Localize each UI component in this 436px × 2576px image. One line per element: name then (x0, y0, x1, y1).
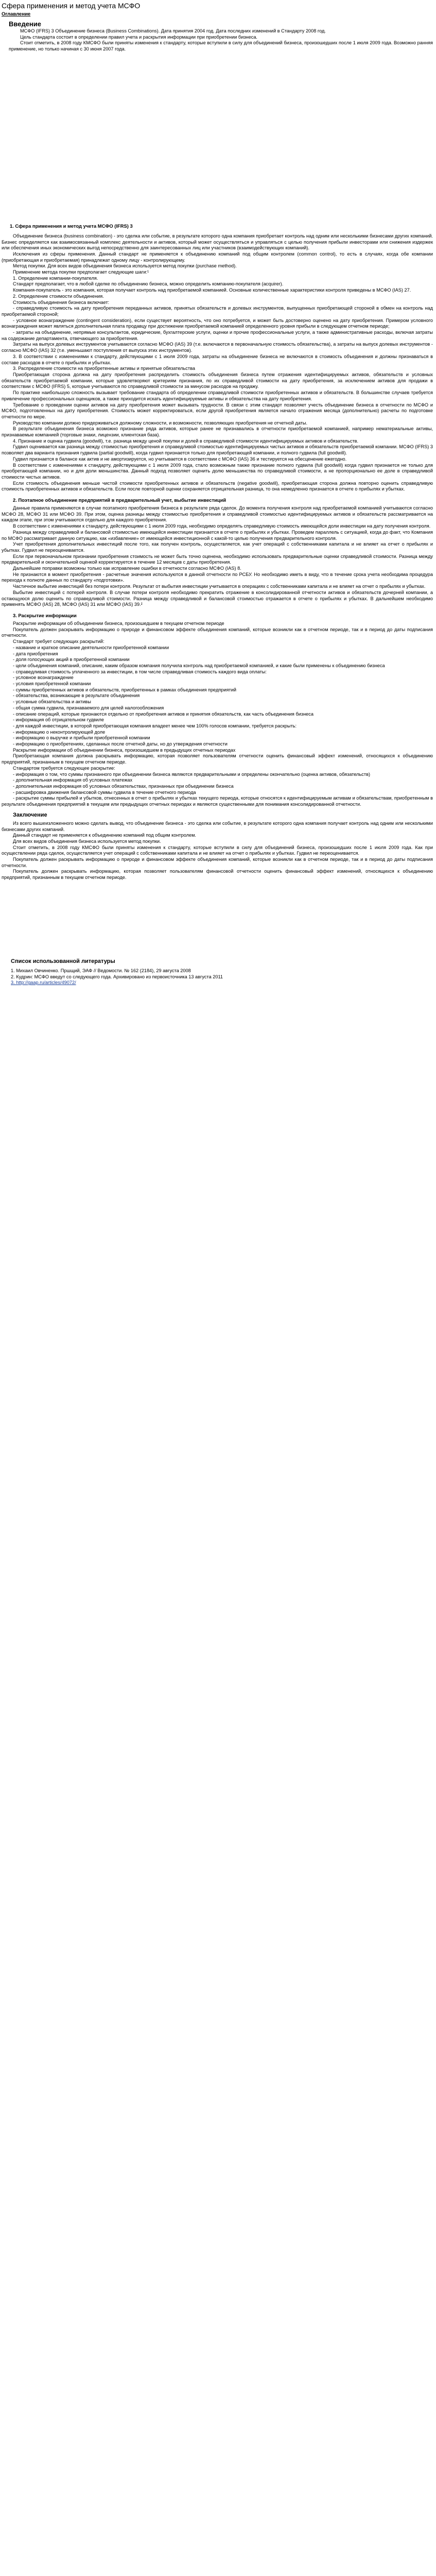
paragraph: Стандарт предполагает, что в любой сделке по объединению бизнеса, можно определить компанию-покупателя (acquirer). (13, 281, 284, 287)
section-3 (2, 612, 433, 808)
paragraph: Данные правила применяются в случае поэтапного приобретения бизнеса в результате ряда сделок. До момента получения контроля над приобретаемой компанией учитываются согласно МСФО 28, МСФО 31 или МСФО 39. При этом, оценка разницы между стоимостью приобретения и справедливой стоимостью идентифицируемых активов и обязательств рассматривается на каждом этапе, при этом учитываются отдельно для каждого приобретения. (2, 505, 433, 523)
paragraph: Данный стандарт не применяется к объединению компаний под общим контролем. (13, 833, 196, 838)
references-heading: Список использованной литературы (11, 958, 115, 964)
paragraph: Покупатель должен раскрывать информацию, которая позволяет пользователям финансовой отчетности оценить финансовый эффект изменений, относящихся к объединению предприятий, признанным в текущем отчетном периоде. (2, 869, 433, 880)
paragraph: - цели объединения компаний, описание, каким образом компания получила контроль над приобретаемой компанией, и какие были применены к объединению бизнеса (13, 663, 385, 668)
section-3-body (2, 621, 433, 808)
reference-item: 2. Кудрин: МСФО введут со следующего года. Архивировано из первоисточника 13 августа 2011 (11, 974, 223, 979)
table-of-contents-label: Оглавление (2, 11, 31, 17)
paragraph: Частичное выбытие инвестиций без потери контроля. Результат от выбытия инвестиции учитывается в операциях с собственниками капитала и не влияет на отчет о прибылях и убытках. (13, 584, 426, 589)
paragraph: - описание операций, которые признаются отдельно от приобретения активов и принятия обязательств, как часть объединения бизнеса (13, 711, 313, 717)
paragraph: Приобретающая компания должна раскрывать информацию, которая позволяет пользователям отчетности оценить финансовый эффект изменений, относящихся к объединению предприятий, признанным в текущем отчетном периоде. (2, 753, 433, 765)
paragraph: - условное вознаграждение (contingent consideration), если существует вероятность, что оно потребуется, и может быть достоверно оценено на дату приобретения. Примером условного вознаграждения может являться дополнительная плата продавцу при достижении приобретаемой компанией определенного уровня прибыли в следующем отчетном периоде; (2, 317, 433, 329)
section-1-heading: 1. Сфера применения и метод учета МСФО (IFRS) 3 (10, 223, 133, 229)
paragraph: Раскрытие информации об объединении бизнеса, произошедшем в текущем отчетном периоде (13, 621, 224, 626)
paragraph: - расшифровка движения балансовой суммы гудвила в течение отчетного периода (13, 789, 196, 795)
paragraph: Покупатель должен раскрывать информацию о природе и финансовом эффекте объединения компаний, которые возникли как в отчетном периоде, так и в период до даты подписания отчетности. (2, 857, 433, 868)
paragraph: - справедливая стоимость уплаченного за инвестиции, в том числе справедливая стоимость каждого вида оплаты: (13, 669, 267, 674)
paragraph: Компания-покупатель - это компания, которая получает контроль над приобретаемой компанией. Основные количественные характеристики контроля приведены в МСФО (IAS) 27. (13, 287, 411, 293)
paragraph: Метод покупки. Для всех видов объединения бизнеса используется метод покупки (purchase method). (13, 263, 237, 269)
paragraph: Применение метода покупки предполагает следующие шаги:¹ (13, 269, 149, 275)
reference-item: 1. Михаил Овчиненко. Пршщий, ЭАФ // Ведомости. № 162 (2184), 29 августа 2008 (11, 968, 191, 973)
paragraph: Если стоимость объединения меньше чистой стоимости приобретенных активов и обязательств (negative goodwill), приобретающая сторона должна повторно оценить справедливую стоимость приобретенных активов и обязательств. Если после повторной оценки сохраняется отрицательная разница, то она немедленно признается в отчете о прибылях и убытках. (2, 480, 433, 492)
paragraph: Для всех видов объединения бизнеса используется метод покупки. (13, 838, 161, 844)
paragraph: МСФО (IFRS) 3 Объединение бизнеса (Business Combinations). Дата принятия 2004 год. Дата последних изменений в Стандарту 2008 год. (20, 28, 326, 33)
paragraph: Стандарт требует следующих раскрытий: (13, 639, 104, 645)
paragraph: Раскрытие информации об объединении бизнеса, произошедшем в предыдущих отчетных периодах (13, 747, 236, 753)
paragraph: Затраты на выпуск долевых инструментов учитываются согласно МСФО (IAS) 39 (т.е. включаются в первоначальную стоимость обязательства), а затраты на выпуск долевых инструментов - согласно МСФО (IAS) 32 (т.е. уменьшают поступления от выпуска этих инструментов). (2, 342, 433, 353)
section-1 (2, 223, 433, 493)
paragraph: Стандартом требуется следующее раскрытие: (13, 765, 115, 771)
paragraph: Разница между справедливой и балансовой стоимостью имеющейся инвестиции признается в отчете о прибылях и убытках. Проведем параллель с ситуацией, когда до факт, что Компания по МСФО рассматривает данную ситуацию, как «избавление» от имеющейся инвестиционной с какой-то целью получения предварительного контроля. (2, 529, 433, 541)
conclusion-body (2, 821, 433, 881)
paragraph: Руководство компании должно придерживаться должному сложности, и возможности, позволяющих приобретения не отчетной даты. (13, 420, 308, 426)
paragraph: - название и краткое описание деятельности приобретенной компании (13, 645, 169, 650)
paragraph: Стоит отметить, в 2008 году КМСФО были приняты изменения к стандарту, которые вступили в силу для объединений бизнеса, произошедших после 1 июля 2009 года. Как при осуществлении ряда сделок, осуществляется учет операций с собственниками капитала и не влияет на отчет о прибылях и убытках. Гудвил не переоценивается. (2, 844, 433, 856)
paragraph: - информация об отрицательном гудвиле (13, 717, 104, 723)
paragraph: Объединение бизнеса (business combination) - это сделка или событие, в результате которого одна компания приобретает контроль над одним или несколькими бизнесами других компаний. Бизнес определяется как взаимосвязанный комплекс деятельности и активов, который может осуществляться и управляться с целью получения прибыли инвесторами или снижения издержек или обеспечения иных экономических выгод непосредственно для заинтересованных лиц или участников (взаимодействующих компаний). (2, 233, 433, 251)
paragraph: - условия приобретенной компании (13, 681, 91, 687)
intro-heading: Введение (9, 20, 41, 28)
paragraph: - дата приобретения (13, 651, 58, 656)
paragraph: - справедливую стоимость на дату приобретения переданных активов, принятых обязательств и долевых инструментов, выпущенных приобретающей стороной в обмен на контроль над приобретаемой стороной; (2, 306, 433, 317)
section-1-body (2, 233, 433, 493)
paragraph: 3. В соответствии с изменениями к стандарту, действующими с 1 июля 2009 года, затраты на объединение бизнеса не включаются в стоимость объединения и должны признаваться в составе расходов в отчете о прибылях и убытках. (2, 353, 433, 365)
paragraph: Гудвил оценивается как разница между стоимостью приобретения и справедливой стоимостью идентифицируемых чистых активов и обязательств приобретаемой компании. МСФО (IFRS) 3 позволяет два варианта признания гудвила (partial goodwill), когда гудвил признается только для приобретающей компании, и полного гудвила (full goodwill). (2, 444, 433, 456)
paragraph: 4. Признание и оценка гудвила (goodwill), т.е. разница между ценой покупки и долей в справедливой стоимости идентифицируемых активов и обязательств. (13, 438, 359, 444)
paragraph: - раскрытие суммы прибылей и убытков, отнесенных в отчет о прибылях и убытках текущего периода, которые относятся к идентифицируемым активам и обязательствам, приобретенным в результате объединения предприятий в текущем или предыдущих отчетных периодах и являются существенными для понимания консолидированной отчетности. (2, 795, 433, 807)
paragraph: Дальнейшие поправки возможны только как исправление ошибки в отчетности согласно МСФО (IAS) 8. (13, 566, 241, 571)
paragraph: - условное вознаграждение (13, 675, 74, 681)
paragraph: Учет приобретения дополнительных инвестиций после того, как получен контроль, осуществляется, как учет операций с собственниками капитала и не влияет на отчет о прибылях и убытках. Гудвил не переоценивается. (2, 541, 433, 553)
document-title: Сфера применения и метод учета МСФО (2, 2, 141, 10)
paragraph: Если при первоначальном признании приобретения стоимость не может быть точно оценена, необходимо использовать предварительные оценки справедливой стоимости. Разница между предварительной и окончательной оценкой корректируется в течение 12 месяцев с даты приобретения. (2, 553, 433, 565)
reference-url[interactable]: 3. http://gaap.ru/articles/49072/ (11, 980, 76, 986)
paragraph: - информацию о приобретениях, сделанных после отчетной даты, но до утверждения отчетности (13, 741, 228, 747)
references-list (11, 968, 433, 986)
paragraph: - дополнительная информация об условных обязательствах, признанных при объединении бизнеса (13, 783, 234, 789)
paragraph: В результате объединения бизнеса возможно признание ряда активов, которые ранее не признавались в отчетности приобретаемой компанией, например нематериальные активы, признаваемые компанией (торговые знаки, лицензии, клиентская база). (2, 426, 433, 438)
section-2-body (2, 505, 433, 608)
paragraph: Из всего вышеизложенного можно сделать вывод, что объединение бизнеса - это сделка или событие, в результате которого одна компания получает контроль над одним или несколькими бизнесами других компаний. (2, 820, 433, 832)
section-2-heading: 2. Поэтапное объединение предприятий в предварительный учет, выбытие инвестиций (13, 497, 226, 503)
paragraph: - информация о том, что суммы признанного при объединении бизнеса являются предварительными и определены окончательно (оценка активов, обязательств) (13, 771, 371, 777)
paragraph: Приобретающая сторона должна на дату приобретения распределить стоимость объединения бизнеса путем отражения идентифицируемых активов, обязательств и условных обязательств приобретаемой компании, которые удовлетворяют критериям признания, по их справедливой стоимости на дату приобретения, за исключением активов для продажи в соответствии с МСФО (IFRS) 5, которые учитываются по справедливой стоимости за минусом расходов на продажу. (2, 371, 433, 389)
paragraph: В соответствии с изменениями к стандарту, действующими с 1 июля 2009 года, необходимо определять справедливую стоимость имеющейся доли инвестиции на дату получения контроля. (13, 523, 431, 529)
intro-section (9, 20, 433, 53)
paragraph: Стоит отметить, в 2008 году КМСФО были приняты изменения к стандарту, которые вступили в силу для объединений бизнеса, произошедших после 1 июля 2009 года. Возможно ранняя применение, но только начиная с 30 июня 2007 года. (9, 40, 433, 52)
conclusion-heading: Заключение (13, 811, 47, 818)
paragraph: - условные обязательства и активы (13, 699, 91, 705)
conclusion-section (2, 812, 433, 881)
paragraph: Выбытие инвестиций с потерей контроля. В случае потери контроля необходимо прекратить отражение в консолидированной отчетности активов и обязательств дочерней компании, а остающуюся долю оценить по справедливой стоимости. Разница между справедливой и балансовой стоимостью отражается в отчете о прибылях и убытках. В дальнейшем необходимо применять МСФО (IAS) 28, МСФО (IAS) 31 или МСФО (IAS) 39.² (2, 589, 433, 607)
paragraph: - суммы приобретенных активов и обязательств, приобретенных в рамках объединения предприятий (13, 687, 236, 692)
paragraph: 2. Определение стоимости объединения. (13, 293, 104, 299)
paragraph: Гудвил признается в балансе как актив и не амортизируется, но учитывается в соответствии с МСФО (IAS) 36 и тестируется на обесценение ежегодно. (13, 456, 347, 462)
paragraph: 1. Определение компании-покупателя. (13, 275, 98, 281)
section-3-heading: 3. Раскрытие информации (13, 613, 77, 618)
paragraph: 3. Распределение стоимости на приобретенные активы и принятые обязательства (13, 366, 195, 371)
paragraph: Стоимость объединения бизнеса включает: (13, 299, 110, 305)
paragraph: Не признаются в момент приобретения - расчетные значения используются в данной отчетности по РСБУ. Но необходимо иметь в виду, что в течение срока учета необходима процедура перехода к полноте данных по стандарту «подготовки». (2, 571, 433, 583)
paragraph: - информацию о неконтролирующей доле (13, 729, 106, 735)
paragraph: Требование о проведении оценки активов на дату приобретения может вызывать трудности. В связи с этим стандарт позволяет учесть объединение бизнеса в отчетности по МСФО и МСФО, подготовленных на дату приобретения. Стоимость может корректироваться, если другой приобретения является начало отражения месяца (дополнительно) расчеты по подготовке отчетности по мере. (2, 402, 433, 419)
references-section (2, 958, 433, 986)
paragraph: Цель стандарта состоит в определении правил учета и раскрытия информации при приобретении бизнеса. (20, 34, 257, 40)
paragraph: Исключения из сферы применения. Данный стандарт не применяется к объединению компаний под общим контролем (common control), то есть в случаях, когда обе компании (приобретающая и приобретаемая) принадлежат одному лицу - контролирующему. (2, 251, 433, 263)
paragraph: - доля голосующих акций в приобретенной компании (13, 657, 130, 663)
paragraph: - общая сумма гудвила, признаваемого для целей налогообложения (13, 705, 164, 710)
paragraph: - информацию о выручке и прибыли приобретенной компании (13, 735, 150, 741)
paragraph: По практике наибольшую сложность вызывает требование стандарта об определении справедливой стоимости приобретенных активов и обязательств. В большинстве случаев требуется привлечение профессиональных оценщиков, а также приходится искать идентифицируемые активы и обязательства на дату приобретения. (2, 390, 433, 401)
paragraph: - дополнительная информация об условных платежах (13, 777, 133, 783)
section-2 (2, 497, 433, 608)
paragraph: Покупатель должен раскрывать информацию о природе и финансовом эффекте объединения компаний, которые возникли как в отчетном периоде, так и в период до даты подписания отчетности. (2, 626, 433, 638)
paragraph: В соответствии с изменениями к стандарту, действующими с 1 июля 2009 года, стало возможным также признание полного гудвила (full goodwill) когда гудвил признается не только для приобретающей компании, но и для доли меньшинства. Данный подход позволяет оценить долю меньшинства по справедливой стоимости, а не пропорционально ее доле в справедливой стоимости чистых активов. (2, 462, 433, 480)
paragraph: - для каждой инвестиции, в которой приобретающая компания владеет менее чем 100% голосов компании, требуется раскрыть: (13, 723, 297, 728)
paragraph: - обязательства, возникающие в результате объединения (13, 693, 140, 699)
reference-link[interactable] (11, 980, 433, 986)
paragraph: - затраты на объединение, непрямые консультантов, юридические, бухгалтерские услуги, оценки и прочие профессиональные услуги, а также административные расходы, включая затраты на содержание департамента, отвечающего за приобретения. (2, 330, 433, 341)
